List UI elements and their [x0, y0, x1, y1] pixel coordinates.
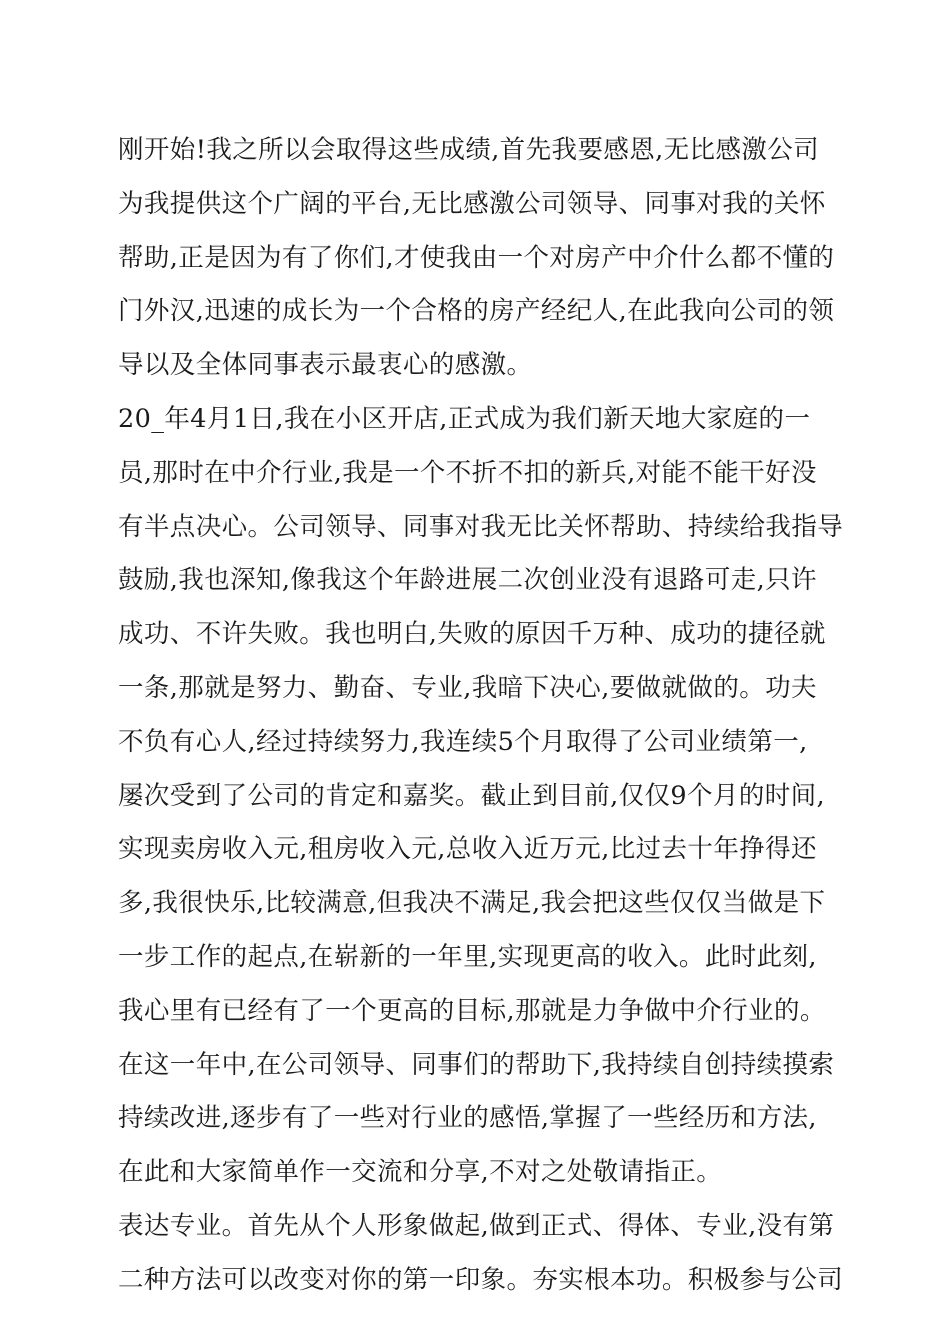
text-line: 持续改进,逐步有了一些对行业的感悟,掌握了一些经历和方法,	[118, 1103, 817, 1134]
text-line: 20_年4月1日,我在小区开店,正式成为我们新天地大家庭的一	[118, 403, 811, 434]
text-line: 在此和大家简单作一交流和分享,不对之处敬请指正。	[118, 1157, 723, 1188]
text-line: 成功、不许失败。我也明白,失败的原因千万种、成功的捷径就	[118, 619, 826, 650]
text-line: 为我提供这个广阔的平台,无比感激公司领导、同事对我的关怀	[118, 188, 826, 219]
text-line: 员,那时在中介行业,我是一个不折不扣的新兵,对能不能干好没	[118, 457, 817, 488]
text-line: 帮助,正是因为有了你们,才使我由一个对房产中介什么都不懂的	[118, 242, 835, 273]
text-line: 多,我很快乐,比较满意,但我决不满足,我会把这些仅仅当做是下	[118, 888, 826, 919]
text-line: 导以及全体同事表示最衷心的感激。	[118, 350, 533, 381]
text-line: 刚开始!我之所以会取得这些成绩,首先我要感恩,无比感激公司	[118, 135, 820, 165]
text-line: 我心里有已经有了一个更高的目标,那就是力争做中介行业的。	[118, 995, 826, 1026]
text-line: 一条,那就是努力、勤奋、专业,我暗下决心,要做就做的。功夫	[118, 672, 817, 703]
text-line: 一步工作的起点,在崭新的一年里,实现更高的收入。此时此刻,	[118, 941, 817, 972]
text-line: 鼓励,我也深知,像我这个年龄进展二次创业没有退路可走,只许	[118, 565, 817, 596]
text-line: 表达专业。首先从个人形象做起,做到正式、得体、专业,没有第	[118, 1210, 835, 1241]
text-line: 不负有心人,经过持续努力,我连续5个月取得了公司业绩第一,	[118, 726, 808, 757]
text-line: 屡次受到了公司的肯定和嘉奖。截止到目前,仅仅9个月的时间,	[118, 780, 826, 811]
document-body	[118, 124, 844, 1308]
text-line: 门外汉,迅速的成长为一个合格的房产经纪人,在此我向公司的领	[118, 296, 835, 327]
text-line: 在这一年中,在公司领导、同事们的帮助下,我持续自创持续摸索	[118, 1049, 835, 1080]
text-line: 有半点决心。公司领导、同事对我无比关怀帮助、持续给我指导	[118, 511, 844, 542]
text-line: 二种方法可以改变对你的第一印象。夯实根本功。积极参与公司	[118, 1264, 844, 1295]
text-line: 实现卖房收入元,租房收入元,总收入近万元,比过去十年挣得还	[118, 834, 817, 865]
